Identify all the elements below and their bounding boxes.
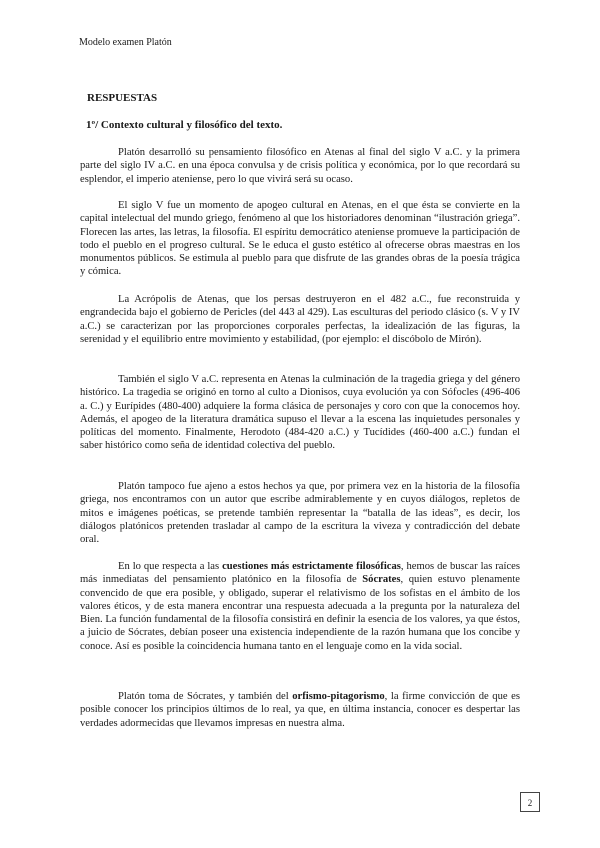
paragraph-4 <box>80 373 520 453</box>
paragraph-3-text: La Acrópolis de Atenas, que los persas destruyeron en el 482 a.C., fue reconstruida y engrandecida bajo el gobierno de Pericles (del 443 al 429). Las esculturas del periodo clásico (s. V y IV a.C.) se caracterizan por las proporciones corporales perfectas, la idealización de las figuras, la serenidad y el equilibrio entre movimiento y estabilidad, (por ejemplo: el discóbolo de Mirón). <box>80 294 520 345</box>
page-number: 2 <box>520 792 540 812</box>
paragraph-6-bold-a: cuestiones más estrictamente filosóficas <box>222 561 401 572</box>
paragraph-4-text: También el siglo V a.C. representa en Atenas la culminación de la tragedia griega y del género histórico. La tragedia se originó en torno al culto a Dionisos, cuya evolución ya con Sófocles (496-406 a. C.) y Eurípides (480-400) adquiere la forma clásica de personajes y coro con que la conocemos hoy. Además, el apogeo de la literatura dramática supuso el llevar a la escena las inquietudes personales y políticas del momento. Finalmente, Herodoto (484-420 a.C.) y Tucídides (460-400 a.C.) fundan el saber histórico como seña de identidad colectiva del pueblo. <box>80 374 520 452</box>
paragraph-7-text-c: , la firme convicción de que es posible conocer los principios últimos de lo real, ya que, en última instancia, conocer es despertar las verdades adormecidas que llevamos impresas en nuestra alma. <box>80 691 520 729</box>
paragraph-5 <box>80 480 520 546</box>
paragraph-2 <box>80 199 520 279</box>
paragraph-7-text-a: Platón toma de Sócrates, y también del <box>118 691 293 702</box>
paragraph-7 <box>80 690 520 730</box>
paragraph-6-bold-d: Sócrates <box>362 574 401 586</box>
paragraph-3 <box>80 293 520 346</box>
paragraph-6-text-e: , quien estuvo plenamente convencido de que era posible, y obligado, superar el relativismo de los sofistas en el ámbito de los valores éticos, y de esta manera encontrar una respuesta adecuada a la pregunta por la naturaleza del Bien. La función fundamental de la filosofía consistirá en definir la esencia de los valores, ya que éstos, a juicio de Sócrates, debían poseer una existencia independiente de la razón humana que los concibe y conoce. Así es posible la coincidencia humana tanto en el lenguaje como en la vida social. <box>80 574 520 652</box>
section-title: RESPUESTAS <box>87 92 158 104</box>
paragraph-6 <box>80 560 520 653</box>
paragraph-6-text-a: En lo que respecta a las <box>118 561 223 572</box>
paragraph-5-text: Platón tampoco fue ajeno a estos hechos ya que, por primera vez en la historia de la filosofía griega, nos encontramos con un autor que escribe admirablemente y en cuyos diálogos, repletos de mitos e imágenes poéticas, se pretende también representar la “batalla de las ideas”, es decir, los diálogos platónicos pretenden trasladar al campo de la escritura la viveza y contradicción del debate oral. <box>80 481 520 546</box>
subsection-title: 1º/ Contexto cultural y filosófico del texto. <box>86 119 283 131</box>
paragraph-7-bold: orfismo-pitagorismo <box>292 691 385 702</box>
page-header: Modelo examen Platón <box>79 37 172 48</box>
paragraph-1 <box>80 146 520 186</box>
paragraph-6-text-c: , hemos de buscar las raíces más inmediatas del pensamiento platónico en la filosofía de <box>80 561 520 586</box>
paragraph-2-text: El siglo V fue un momento de apogeo cultural en Atenas, en el que ésta se convierte en la capital intelectual del mundo griego, fenómeno al que los historiadores denominan “ilustración griega”. Florecen las artes, las letras, la filosofía. El espíritu democrático ateniense promueve la participación de todo el pueblo en el progreso cultural. Se le educa el gusto estético al ofrecerse obras maestras en los monumentos públicos. Se estimula al pueblo para que disfrute de las grandes obras de la poesía trágica y cómica. <box>80 200 520 278</box>
paragraph-1-text: Platón desarrolló su pensamiento filosófico en Atenas al final del siglo V a.C. y la primera parte del siglo IV a.C. en una época convulsa y de crisis política y económica, por lo que recordará su esplendor, el imperio ateniense, pero lo que vivirá será su ocaso. <box>80 147 520 185</box>
